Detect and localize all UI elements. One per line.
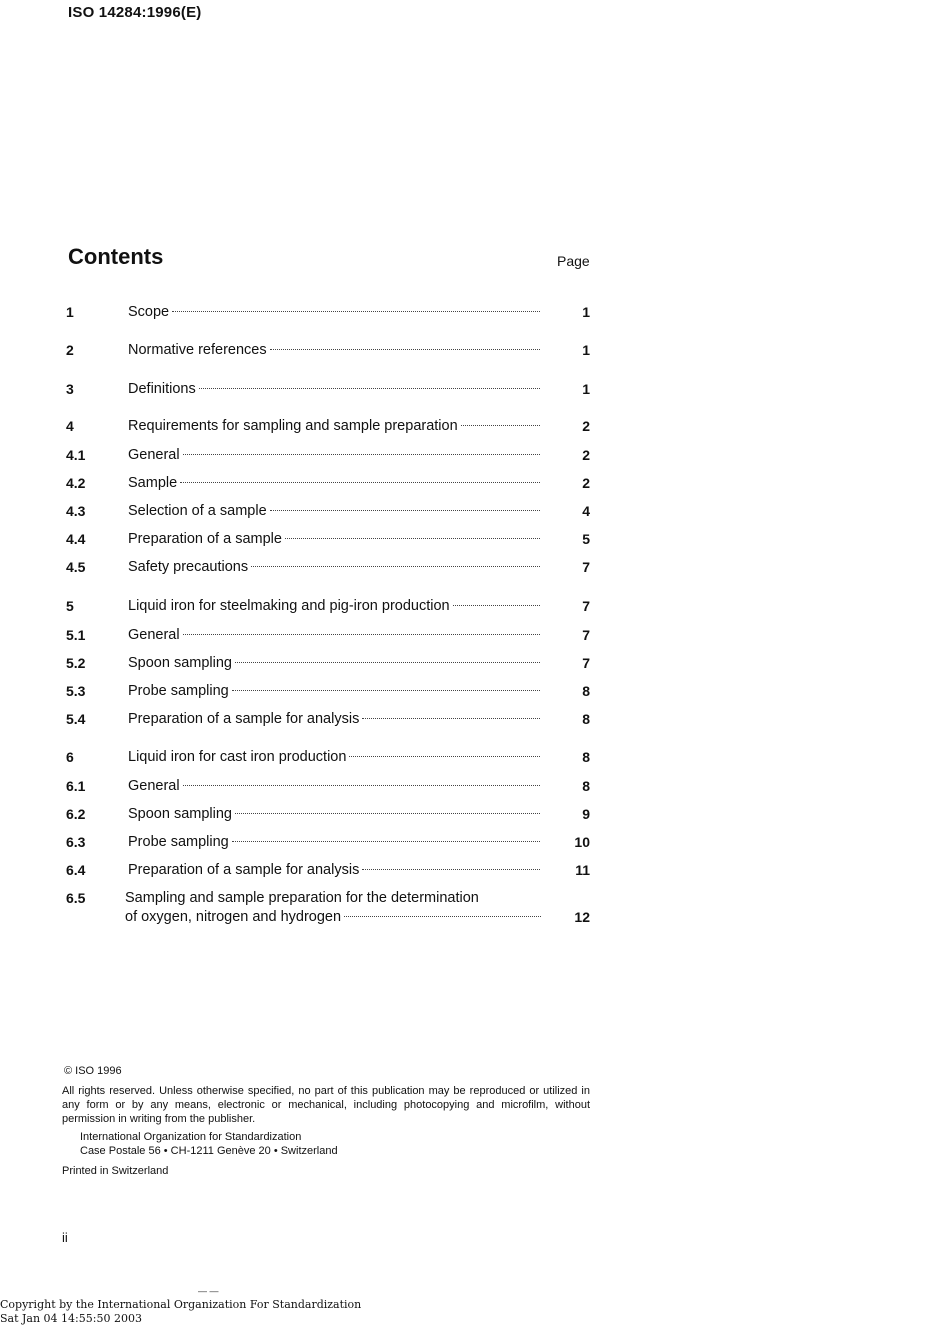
toc-entry-page: 8	[582, 711, 590, 727]
toc-entry-title: General	[128, 778, 180, 794]
toc-entry-page: 2	[582, 475, 590, 491]
toc-entry-number: 3	[66, 381, 74, 397]
dot-leader	[183, 634, 540, 635]
toc-entry-number: 4.4	[66, 531, 86, 547]
toc-entry-number: 6.5	[66, 890, 86, 906]
dot-leader	[183, 454, 540, 455]
toc-entry-page: 11	[575, 862, 590, 878]
toc-entry-page: 5	[582, 531, 590, 547]
toc-entry-title: Spoon sampling	[128, 655, 232, 671]
toc-entry-page: 4	[582, 503, 590, 519]
toc-entry-title: Definitions	[128, 381, 196, 397]
printed-in: Printed in Switzerland	[62, 1165, 169, 1177]
toc-entry-page: 7	[582, 598, 590, 614]
toc-entry-number: 4.5	[66, 559, 86, 575]
copyright-block	[62, 1064, 590, 1178]
toc-entry-title: Probe sampling	[128, 683, 229, 699]
dot-leader	[362, 869, 540, 870]
page-number: ii	[62, 1230, 68, 1245]
toc-entry-number: 5.2	[66, 655, 86, 671]
toc-entry-page: 2	[582, 418, 590, 434]
dot-leader	[183, 785, 540, 786]
dot-leader	[453, 605, 540, 606]
toc-entry-number: 4	[66, 418, 74, 434]
toc-entry-title: Requirements for sampling and sample preparation	[128, 418, 458, 434]
toc-entry-title: Liquid iron for steelmaking and pig-iron production	[128, 598, 450, 614]
toc-entry-title: Scope	[128, 304, 170, 320]
footer-copyright-line: Copyright by the International Organization For Standardization	[0, 1298, 362, 1311]
document-id: ISO 14284:1996(E)	[68, 4, 202, 21]
toc-entry-title: Normative references	[128, 342, 267, 358]
dot-leader	[362, 718, 540, 719]
toc-entry-page: 12	[574, 909, 590, 925]
contents-heading: Contents	[68, 244, 164, 269]
toc-entry-title: General	[128, 627, 180, 643]
toc-entry-title: Sample	[128, 475, 178, 491]
toc-entry-page: 9	[582, 806, 590, 822]
toc-entry-number: 6.3	[66, 834, 86, 850]
dot-leader	[285, 538, 540, 539]
toc-entry-title: Selection of a sample	[128, 503, 267, 519]
toc-entry-title: Probe sampling	[128, 834, 229, 850]
toc-entry-number: 4.1	[66, 447, 86, 463]
dot-leader	[232, 841, 540, 842]
toc-entry-page: 7	[582, 655, 590, 671]
dot-leader	[180, 482, 540, 483]
toc-entry-number: 6.1	[66, 778, 86, 794]
toc-entry-page: 8	[582, 749, 590, 765]
dot-leader	[251, 566, 540, 567]
toc-entry-page: 10	[574, 834, 590, 850]
toc-entry-title: General	[128, 447, 180, 463]
toc-entry-number: 1	[66, 304, 74, 320]
toc-entry-number: 6	[66, 749, 74, 765]
toc-entry-page: 1	[582, 342, 590, 358]
footer-copyright	[0, 1298, 361, 1326]
toc-entry-number: 6.4	[66, 862, 86, 878]
toc-entry[interactable]	[66, 889, 590, 929]
toc-entry-page: 8	[582, 683, 590, 699]
dot-leader	[232, 690, 540, 691]
rights-statement: All rights reserved. Unless otherwise specified, no part of this publication may be reproduced or utilized in any form or by any means, electronic or mechanical, including photocopying and microfilm, without permission in writing from the publisher.	[62, 1085, 590, 1125]
page-column-label: Page	[557, 253, 590, 269]
dot-leader	[270, 510, 540, 511]
toc-entry-title: Preparation of a sample for analysis	[128, 862, 360, 878]
organization-name: International Organization for Standardization	[80, 1131, 302, 1143]
toc-entry-title: Safety precautions	[128, 559, 249, 575]
dot-leader	[199, 388, 540, 389]
toc-entry-number: 5.1	[66, 627, 86, 643]
toc-entry-page: 2	[582, 447, 590, 463]
dot-leader	[461, 425, 540, 426]
dot-leader	[344, 916, 541, 917]
organization-address: Case Postale 56 • CH-1211 Genève 20 • Switzerland	[80, 1145, 338, 1157]
toc-entry-number: 5	[66, 598, 74, 614]
toc-entry-number: 5.4	[66, 711, 86, 727]
toc-entry-title: Liquid iron for cast iron production	[128, 749, 347, 765]
footer-mark: — —	[198, 1286, 219, 1296]
dot-leader	[349, 756, 540, 757]
dot-leader	[270, 349, 540, 350]
toc-entry-title: Preparation of a sample	[128, 531, 282, 547]
footer-timestamp: Sat Jan 04 14:55:50 2003	[0, 1312, 142, 1325]
toc-entry-number: 2	[66, 342, 74, 358]
toc-entry-title-line2: of oxygen, nitrogen and hydrogen	[125, 909, 342, 925]
toc-entry-number: 4.2	[66, 475, 86, 491]
copyright-line: © ISO 1996	[64, 1065, 122, 1077]
toc-entry-title: Preparation of a sample for analysis	[128, 711, 360, 727]
toc-entry-title: Spoon sampling	[128, 806, 232, 822]
toc-entry-page: 1	[582, 381, 590, 397]
toc-entry-title-line1: Sampling and sample preparation for the determination	[125, 890, 479, 906]
toc-entry-page: 8	[582, 778, 590, 794]
dot-leader	[235, 662, 540, 663]
dot-leader	[172, 311, 540, 312]
dot-leader	[235, 813, 540, 814]
toc-entry-number: 4.3	[66, 503, 86, 519]
toc-entry-page: 7	[582, 627, 590, 643]
toc-entry-page: 1	[582, 304, 590, 320]
toc-entry-page: 7	[582, 559, 590, 575]
toc-entry-number: 6.2	[66, 806, 86, 822]
toc-entry-number: 5.3	[66, 683, 86, 699]
